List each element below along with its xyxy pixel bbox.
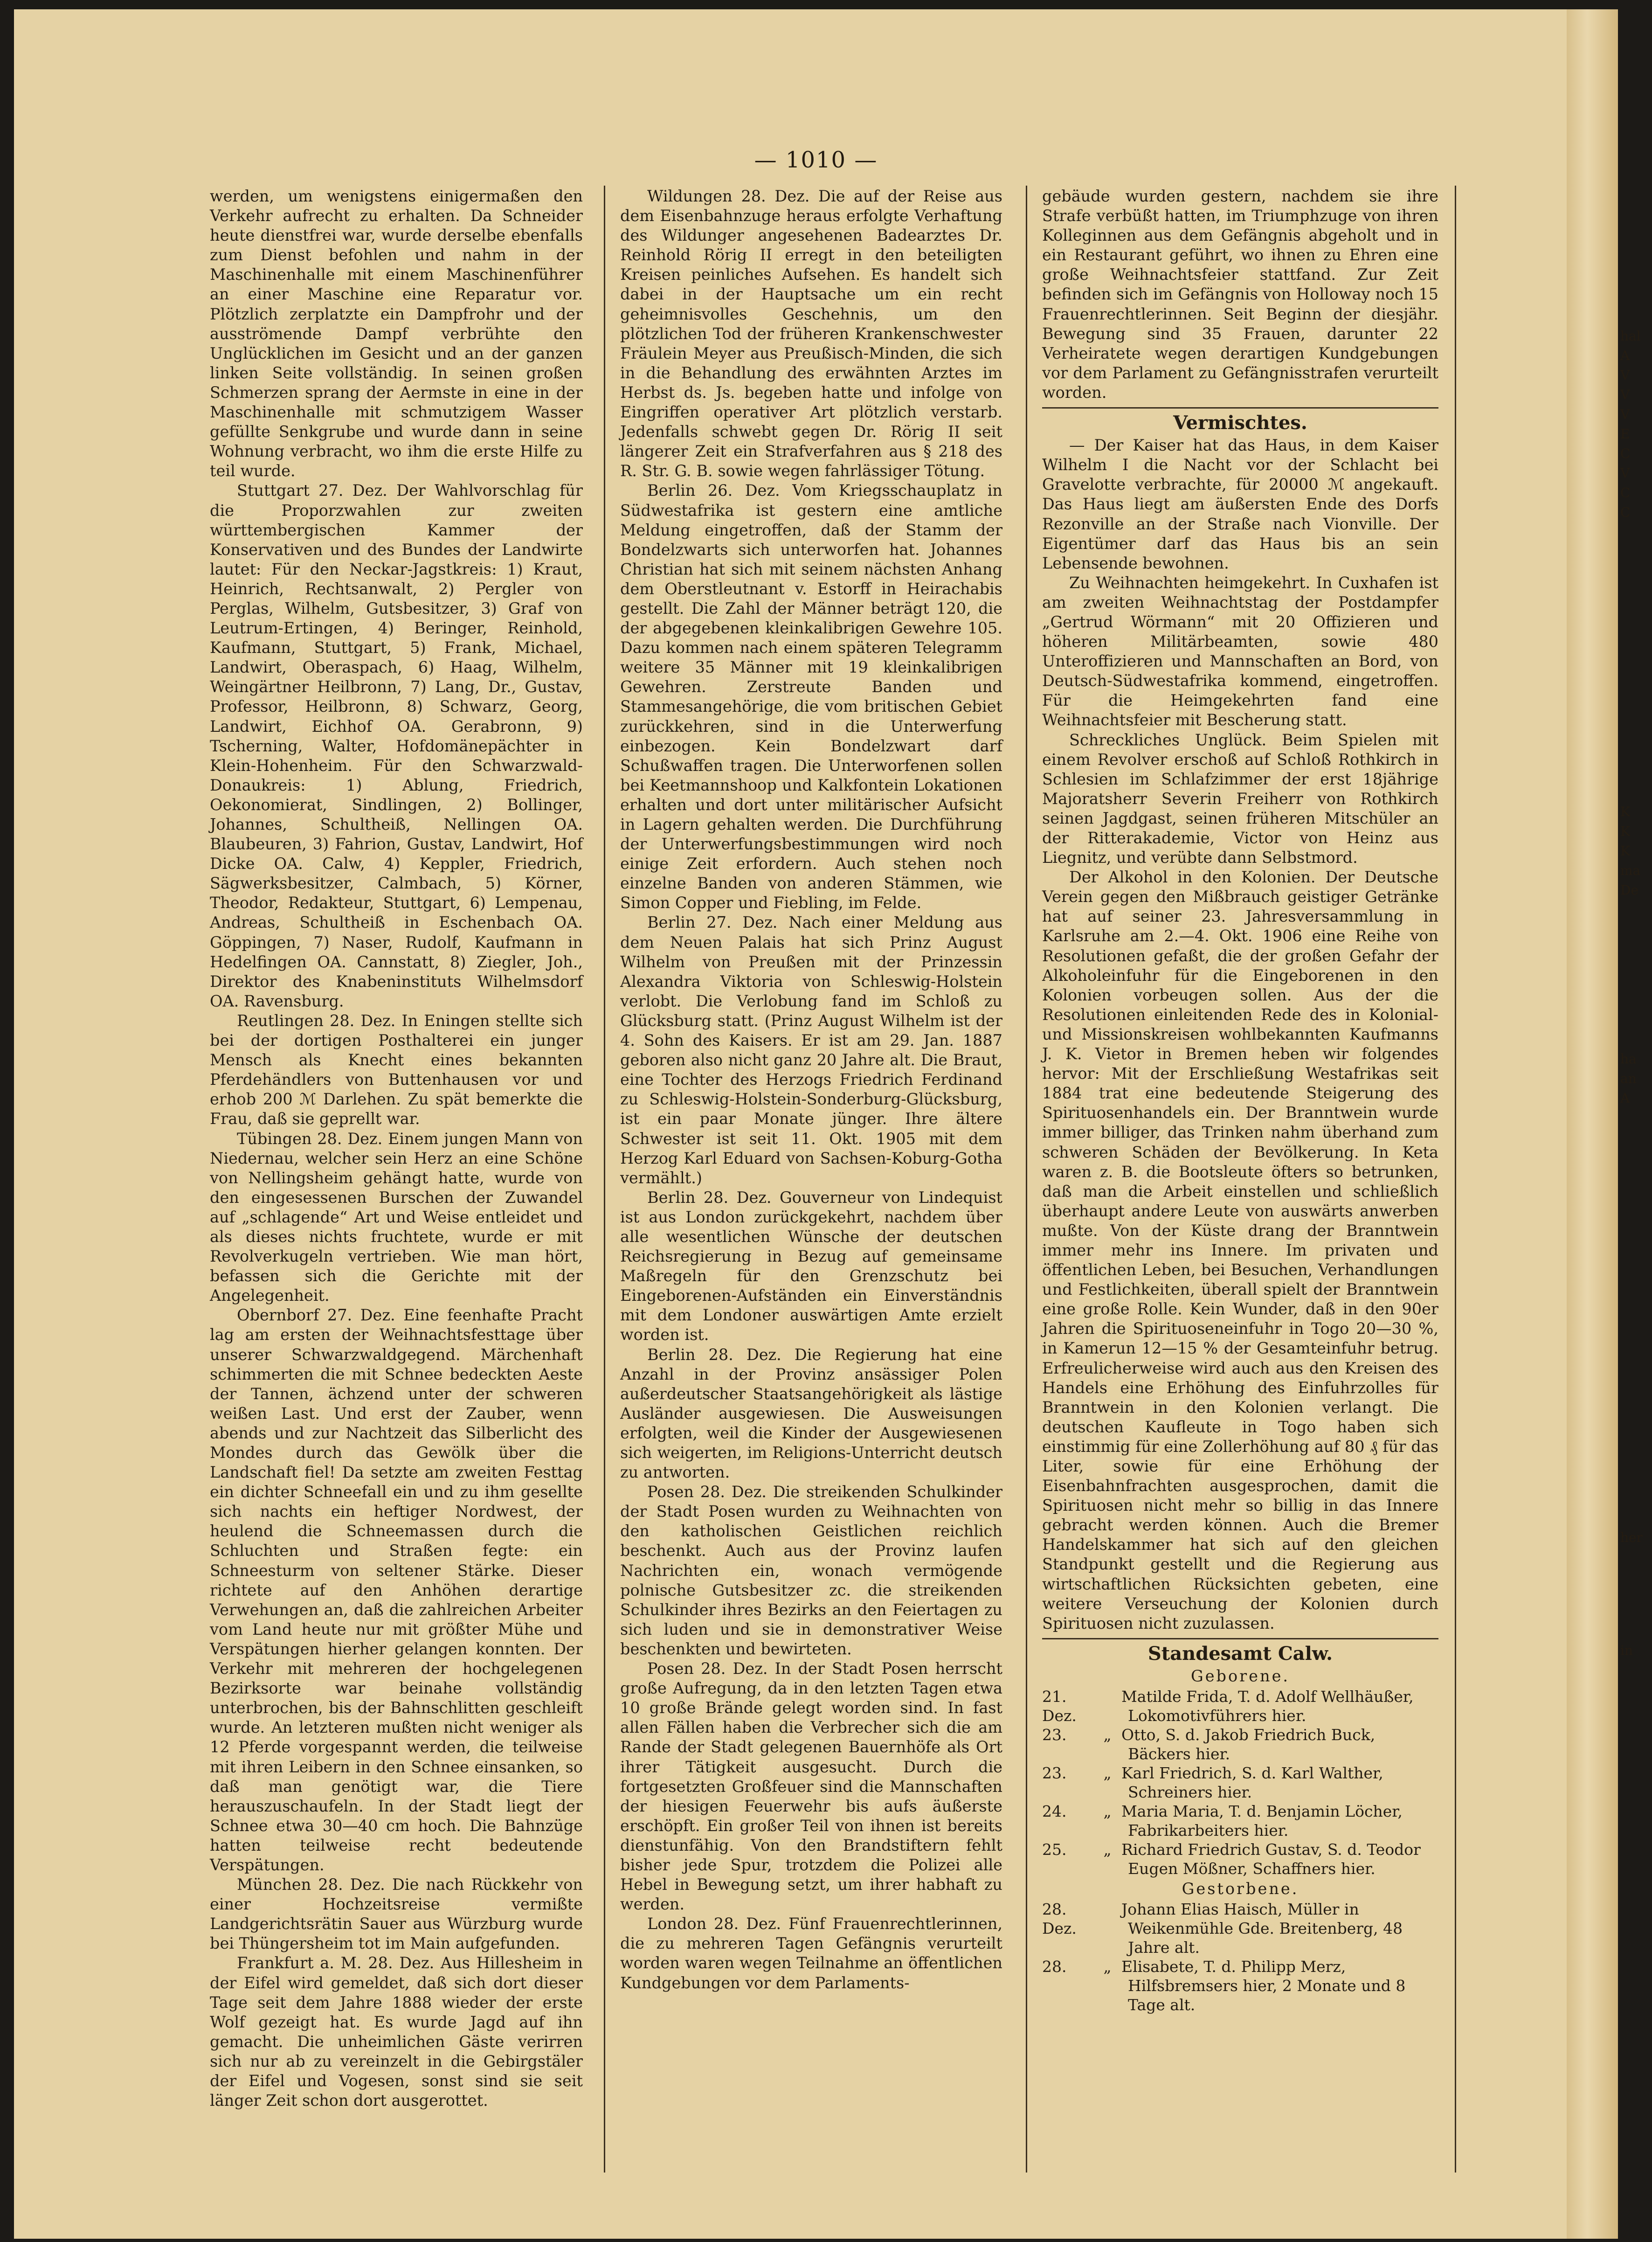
article-paragraph: Zu Weihnachten heimgekehrt. In Cuxhafen ist am zweiten Weihnachtstag der Postdampfer „Gertrud Wörmann“ mit 20 Offizieren und höheren Militärbeamten, sowie 480 Unteroffizieren und Mannschaften an Bord, von Deutsch-Südwestafrika kommend, eingetroffen. Für die Heimgekehrten fand eine Weihnachtsfeier mit Bescherung statt. <box>1042 573 1438 729</box>
article-paragraph: Der Alkohol in den Kolonien. Der Deutsche Verein gegen den Mißbrauch geistiger Getränke hat auf seiner 23. Jahresversammlung in Karlsruhe am 2.—4. Okt. 1906 eine Reihe von Resolutionen gefaßt, die der großen Gefahr der Alkoholeinfuhr für die Eingeborenen in den Kolonien vorbeugen sollen. Aus der die Resolutionen einleitenden Rede des in Kolonial- und Missionskreisen wohlbekannten Kaufmanns J. K. Vietor in Bremen heben wir folgendes hervor: Mit der Erschließung Westafrikas seit 1884 trat eine bedeutende Steigerung des Spirituosenhandels ein. Der Branntwein wurde immer billiger, das Trinken nahm überhand zum schweren Schäden der Bevölkerung. In Keta waren z. B. die Bootsleute öfters so betrunken, daß man die Arbeit einstellen und schließlich überhaupt andere Leute von auswärts anwerben mußte. Von der Küste drang der Branntwein immer mehr ins Innere. Im privaten und öffentlichen Leben, bei Besuchen, Verhandlungen und Festlichkeiten, überall spielt der Branntwein eine große Rolle. Kein Wunder, daß in den 90er Jahren die Spirituoseneinfuhr in Togo 20—30 %, in Kamerun 12—15 % der Gesamteinfuhr betrug. Erfreulicherweise wird auch aus den Kreisen des Handels eine Erhöhung des Einfuhrzolles für Branntwein in den Kolonien verlangt. Die deutschen Kaufleute in Togo haben sich einstimmig für eine Zollerhöhung auf 80 ₰ für das Liter, sowie für eine Erhöhung der Eisenbahnfrachten ausgesprochen, damit die Spirituosen nicht mehr so billig in das Innere gebracht werden können. Auch die Bremer Handelskammer hat sich auf den gleichen Standpunkt gestellt und die Regierung aus wirtschaftlichen Rücksichten gebeten, eine weitere Verseuchung der Kolonien durch Spirituosen nicht zuzulassen. <box>1042 868 1438 1632</box>
fragment: A <box>1620 348 1630 363</box>
column-3 <box>1042 187 1438 2192</box>
section-heading-vermischtes: Vermischtes. <box>1173 412 1307 434</box>
fragment: C <box>1620 446 1631 461</box>
fragment: De <box>1620 882 1639 898</box>
column-rule <box>1026 186 1027 2173</box>
article-paragraph: gebäude wurden gestern, nachdem sie ihre Strafe verbüßt hatten, im Triumphzuge von ihren Kolleginnen aus dem Gefängnis abgeholt und in ein Restaurant geführt, wo ihnen zu Ehren eine große Weihnachtsfeier stattfand. Zur Zeit befinden sich im Gefängnis von Holloway noch 15 Frauenrechtlerinnen. Seit Beginn der diesjähr. Bewegung sind 35 Frauen, darunter 22 Verheiratete wegen derartigen Kundgebungen vor dem Parlament zu Gefängnisstrafen verurteilt worden. <box>1042 187 1438 402</box>
article-paragraph: Tübingen 28. Dez. Einem jungen Mann von Niedernau, welcher sein Herz an eine Schöne von Nellingsheim gehängt hatte, wurde von den eingesessenen Burschen der Zuwandel auf „schlagende“ Art und Weise entleidet und als dieses nichts fruchtete, wurde er mit Revolverkugeln vertrieben. Wie man hört, befassen sich die Gerichte mit der Angelegenheit. <box>210 1129 583 1305</box>
fragment: V <box>1620 407 1630 422</box>
fragment: K <box>1620 824 1630 839</box>
article-paragraph: Berlin 27. Dez. Nach einer Meldung aus dem Neuen Palais hat sich Prinz August Wilhelm von Preußen mit der Prinzessin Alexandra Viktoria von Schleswig-Holstein verlobt. Die Verlobung fand im Schloß zu Glücksburg statt. (Prinz August Wilhelm ist der 4. Sohn des Kaisers. Er ist am 29. Jan. 1887 geboren also nicht ganz 20 Jahre alt. Die Braut, eine Tochter des Herzogs Friedrich Ferdinand zu Schleswig-Holstein-Sonderburg-Glücksburg, ist ein paar Monate jünger. Ihre ältere Schwester ist seit 11. Okt. 1905 mit dem Herzog Karl Eduard von Sachsen-Koburg-Gotha vermählt.) <box>620 913 1002 1187</box>
page-number: — 1010 — <box>754 147 878 173</box>
fragment: ma <box>1620 863 1641 878</box>
table-row: 28. Dez. Johann Elias Haisch, Müller in Weikenmühle Gde. Breitenberg, 48 Jahre alt. <box>1042 1900 1403 1957</box>
article-paragraph: Posen 28. Dez. In der Stadt Posen herrscht große Aufregung, da in den letzten Tagen etwa 10 große Brände gelegt worden sind. In fast allen Fällen haben die Verbrecher sich die am Rande der Stadt gelegenen Bauernhöfe als Ort ihrer Tätigkeit ausgesucht. Durch die fortgesetzten Großfeuer sind die Mannschaften der hiesigen Feuerwehr bis aufs äußerste erschöpft. Ein großer Teil von ihnen ist bereits dienstunfähig. Von den Brandstiftern fehlt bisher jede Spur, trotzdem die Polizei alle Hebel in Bewegung setzt, um ihrer habhaft zu werden. <box>620 1659 1002 1914</box>
died-label: Gestorbene. <box>1182 1880 1299 1898</box>
fragment: an <box>1620 1071 1637 1086</box>
table-row: 28. „ Elisabete, T. d. Philipp Merz, Hilfsbremsers hier, 2 Monate und 8 Tage alt. <box>1042 1957 1406 2014</box>
article-paragraph: werden, um wenigstens einigermaßen den Verkehr aufrecht zu erhalten. Da Schneider heute dienstfrei war, wurde derselbe ebenfalls zum Dienst befohlen und nahm in der Maschinenhalle mit einem Maschinenführer an einer Maschine eine Reparatur vor. Plötzlich zerplatzte ein Dampfrohr und der ausströmende Dampf verbrühte den Unglücklichen im Gesicht und an der ganzen linken Seite vollständig. In seinen großen Schmerzen sprang der Aermste in eine in der Maschinenhalle mit schmutzigem Wasser gefüllte Senkgrube und wurde dann in seine Wohnung verbracht, wo ihm die erste Hilfe zu teil wurde. <box>210 187 583 480</box>
article-paragraph: Berlin 28. Dez. Die Regierung hat eine Anzahl in der Provinz ansässiger Polen außerdeutscher Staatsangehörigkeit als lästige Ausländer ausgewiesen. Die Ausweisungen erfolgten, weil die Kinder der Ausgewiesenen sich weigerten, im Religions-Unterricht deutsch zu antworten. <box>620 1345 1002 1482</box>
article-paragraph: Schreckliches Unglück. Beim Spielen mit einem Revolver erschoß auf Schloß Rothkirch in Schlesien im Schlafzimmer der erst 18jährige Majoratsherr Severin Freiherr von Rothkirch seinen Jagdgast, seinen früheren Mitschüler an der Ritterakademie, Victor von Heinz aus Liegnitz, und verübte dann Selbstmord. <box>1042 730 1438 867</box>
article-paragraph: Frankfurt a. M. 28. Dez. Aus Hillesheim in der Eifel wird gemeldet, daß sich dort dieser Tage seit dem Jahre 1888 wieder der erste Wolf gezeigt hat. Es wurde Jagd auf ihn gemacht. Die unheimlichen Gäste verirren sich nur ab zu vereinzelt in die Gebirgstäler der Eifel und Vogesen, sonst sind sie seit länger Zeit schon dort ausgerottet. <box>210 1954 583 2110</box>
table-row: 24. „ Maria Maria, T. d. Benjamin Löcher, Fabrikarbeiters hier. <box>1042 1802 1403 1840</box>
table-row: 23. „ Otto, S. d. Jakob Friedrich Buck, Bäckers hier. <box>1042 1726 1376 1763</box>
binding-edge <box>1567 9 1618 2239</box>
fragment: hal <box>1620 328 1641 344</box>
column-rule <box>1455 186 1456 2173</box>
article-paragraph: — Der Kaiser hat das Haus, in dem Kaiser Wilhelm I die Nacht vor der Schlacht bei Gravelotte verbrachte, für 20000 ℳ angekauft. Das Haus liegt am äußersten Ende des Dorfs Rezonville an der Straße nach Vionville. Der Eigentümer darf das Haus bis an sein Lebensende bewohnen. <box>1042 436 1438 572</box>
article-paragraph: Wildungen 28. Dez. Die auf der Reise aus dem Eisenbahnzuge heraus erfolgte Verhaftung des Wildunger angesehenen Badearztes Dr. Reinhold Rörig II erregt in den beteiligten Kreisen peinliches Aufsehen. Es handelt sich dabei in der Hauptsache um ein recht geheimnisvolles Geschehnis, um den plötzlichen Tod der früheren Krankenschwester Fräulein Meyer aus Preußisch-Minden, die sich in die Behandlung des erwähnten Arztes im Herbst ds. Js. begeben hatte und infolge von Eingriffen operativer Art plötzlich verstarb. Jedenfalls schwebt gegen Dr. Rörig II seit längerer Zeit ein Strafverfahren aus § 218 des R. Str. G. B. sowie wegen fahrlässiger Tötung. <box>620 187 1002 480</box>
column-2 <box>620 187 1002 2192</box>
table-row: 25. „ Richard Friedrich Gustav, S. d. Teodor Eugen Mößner, Schaffners hier. <box>1042 1840 1421 1878</box>
column-rule <box>604 186 605 2173</box>
fragment: C <box>1620 505 1631 520</box>
section-divider <box>1042 1638 1438 1639</box>
fragment: K <box>1620 843 1630 859</box>
born-table <box>1042 1687 1438 1878</box>
died-table <box>1042 1900 1438 2014</box>
column-1 <box>210 187 583 2192</box>
fragment: A <box>1620 1090 1630 1106</box>
fragment: E <box>1620 426 1630 442</box>
article-paragraph: London 28. Dez. Fünf Frauenrechtlerinnen, die zu mehreren Tagen Gefängnis verurteilt worden waren wegen Teilnahme an öffentlichen Kundgebungen vor dem Parlaments- <box>620 1915 1002 1992</box>
next-page-fragments <box>1620 187 1643 2192</box>
fragment: in <box>1620 1643 1633 1658</box>
article-paragraph: Reutlingen 28. Dez. In Eningen stellte sich bei der dortigen Posthalterei ein junger Mensch als Knecht eines bekannten Pferdehändlers von Buttenhausen vor und erhob 200 ℳ Darlehen. Zu spät bemerkte die Frau, daß sie geprellt war. <box>210 1011 583 1128</box>
article-paragraph: Posen 28. Dez. Die streikenden Schulkinder der Stadt Posen wurden zu Weihnachten von den katholischen Geistlichen reichlich beschenkt. Auch aus der Provinz laufen Nachrichten ein, wonach vermögende polnische Gutsbesitzer zc. die streikenden Schulkinder ihres Bezirks an den Feiertagen zu sich luden und sie in demonstrativer Weise beschenkten und bewirteten. <box>620 1483 1002 1658</box>
fragment: C <box>1620 485 1631 500</box>
registry-title: Standesamt Calw. <box>1147 1642 1333 1665</box>
section-divider <box>1042 407 1438 409</box>
fragment: her <box>1620 1530 1643 1545</box>
fragment: V <box>1620 387 1630 403</box>
table-row: 23. „ Karl Friedrich, S. d. Karl Walther, Schreiners hier. <box>1042 1764 1383 1802</box>
article-paragraph: Obernborf 27. Dez. Eine feenhafte Pracht lag am ersten der Weihnachtsfesttage über unserer Schwarzwaldgegend. Märchenhaft schimmerten die mit Schnee bedeckten Aeste der Tannen, ächzend unter der schweren weißen Last. Und erst der Zauber, wenn abends und zur Nachtzeit das Silberlicht des Mondes durch das Gewölk über die Landschaft fiel! Da setzte am zweiten Festtag ein dichter Schneefall ein und zu ihm gesellte sich nachts ein heftiger Nordwest, der heulend die Schneemassen durch die Schluchten und Straßen fegte: ein Schneesturm von seltener Stärke. Dieser richtete auf den Anhöhen derartige Verwehungen an, daß die zahlreichen Arbeiter vom Land heute nur mit größter Mühe und Verspätungen hierher gelangen konnten. Der Verkehr mit mehreren der hochgelegenen Bezirksorte war beinahe vollständig unterbrochen, bis der Bahnschlitten geschleift wurde. An letzteren mußten nicht weniger als 12 Pferde vorgespannt werden, die teilweise mit ihren Leibern in den Schnee einsanken, so daß man genötigt war, die Tiere herauszuschaufeln. In der Stadt liegt der Schnee etwa 30—40 cm hoch. Die Bahnzüge hatten teilweise recht bedeutende Verspätungen. <box>210 1306 583 1874</box>
fragment: ha <box>1620 1051 1637 1067</box>
fragment: V <box>1620 465 1630 481</box>
newspaper-page <box>14 9 1643 2239</box>
article-paragraph: Berlin 28. Dez. Gouverneur von Lindequist ist aus London zurückgekehrt, nachdem über alle wesentlichen Wünsche der deutschen Reichsregierung in Bezug auf gemeinsame Maßregeln für den Grenzschutz bei Eingeborenen-Aufständen ein Einverständnis mit dem Londoner auswärtigen Amte erzielt worden ist. <box>620 1188 1002 1344</box>
article-paragraph: Berlin 26. Dez. Vom Kriegsschauplatz in Südwestafrika ist gestern eine amtliche Meldung eingetroffen, daß der Stamm der Bondelzwarts sich unterworfen hat. Johannes Christian hat sich mit seinem nächsten Anhang dem Oberstleutnant v. Estorff in Heirachabis gestellt. Die Zahl der Männer beträgt 120, die der abgegebenen kleinkalibrigen Gewehre 105. Dazu kommen nach einem späteren Telegramm weitere 35 Männer mit 19 kleinkalibrigen Gewehren. Zerstreute Banden und Stammesangehörige, die vom britischen Gebiet zurückkehren, sind in die Unterwerfung einbezogen. Kein Bondelzwart darf Schußwaffen tragen. Die Unterworfenen sollen bei Keetmannshoop und Kalkfontein Lokationen erhalten und dort unter militärischer Aufsicht in Lagern gehalten werden. Die Durchführung der Unterwerfungsbestimmungen wird noch einige Zeit erfordern. Auch stehen noch einzelne Banden von anderen Stämmen, wie Simon Copper und Fiebling, im Felde. <box>620 481 1002 912</box>
fragment: V <box>1620 368 1630 383</box>
born-label: Geborene. <box>1190 1666 1290 1685</box>
fragment: K <box>1620 804 1630 819</box>
article-paragraph: Stuttgart 27. Dez. Der Wahlvorschlag für die Proporzwahlen zur zweiten württembergischen Kammer der Konservativen und des Bundes der Landwirte lautet: Für den Neckar-Jagstkreis: 1) Kraut, Heinrich, Rechtsanwalt, 2) Pergler von Perglas, Wilhelm, Gutsbesitzer, 3) Graf von Leutrum-Ertingen, 4) Beringer, Reinhold, Kaufmann, Stuttgart, 5) Frank, Michael, Landwirt, Oberaspach, 6) Haag, Wilhelm, Weingärtner Heilbronn, 7) Lang, Dr., Gustav, Professor, Heilbronn, 8) Schwarz, Georg, Landwirt, Eichhof OA. Gerabronn, 9) Tscherning, Walter, Hofdomänepächter in Klein-Hohenheim. Für den Schwarzwald-Donaukreis: 1) Ablung, Friedrich, Oekonomierat, Sindlingen, 2) Bollinger, Johannes, Schultheiß, Nellingen OA. Blaubeuren, 3) Fahrion, Gustav, Landwirt, Hof Dicke OA. Calw, 4) Keppler, Friedrich, Sägwerksbesitzer, Calmbach, 5) Körner, Theodor, Redakteur, Stuttgart, 6) Lempenau, Andreas, Schultheiß in Eschenbach OA. Göppingen, 7) Naser, Rudolf, Kaufmann in Hedelfingen OA. Cannstatt, 8) Ziegler, Joh., Direktor des Knabeninstituts Wilhelmsdorf OA. Ravensburg. <box>210 481 583 1010</box>
article-paragraph: München 28. Dez. Die nach Rückkehr von einer Hochzeitsreise vermißte Landgerichtsrätin Sauer aus Würzburg wurde bei Thüngersheim tot im Main aufgefunden. <box>210 1875 583 1953</box>
table-row: 21. Dez. Matilde Frida, T. d. Adolf Wellhäußer, Lokomotivführers hier. <box>1042 1687 1414 1725</box>
